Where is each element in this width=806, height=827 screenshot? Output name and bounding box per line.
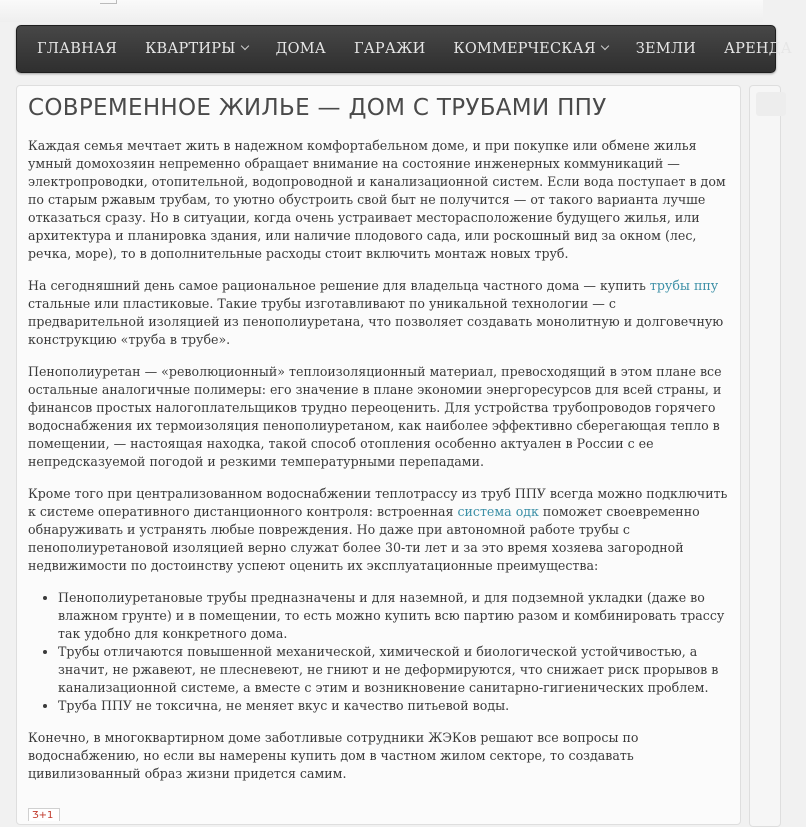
sidebar-widget	[756, 92, 786, 116]
article-body	[28, 137, 728, 797]
list-item: • Трубы отличаются повышенной механической, химической и биологической устойчивостью, а значит, не ржавеют, не плесневеют, не гниют и не деформируются, что снижает риск прорывов в канализационной системе, а вместе с этим и возникновение санитарно-гигиенических проблем.	[58, 643, 728, 697]
nav-item-label: ГАРАЖИ	[353, 41, 426, 57]
nav-item-label: КВАРТИРЫ	[145, 41, 236, 57]
chevron-down-icon	[240, 42, 248, 50]
paragraph-text: На сегодняшний день самое рациональное решение для владельца частного дома — купить	[28, 278, 650, 293]
nav-item-apartments[interactable]	[131, 26, 262, 72]
article-paragraph: Пенополиуретан — «революционный» теплоизоляционный материал, превосходящий в этом плане все остальные аналогичные полимеры: его значение в плане экономии энергоресурсов для всей страны, и финансов простых налогоплательщиков трудно переоценить. Для устройства трубопроводов горячего водоснабжения их термоизоляция пенополиуретаном, как наиболее эффективно сберегающая тепло в помещении, — настоящая находка, такой способ отопления особенно актуален в России с ее непредсказуемой погодой и резкими температурными перепадами.	[28, 364, 722, 469]
nav-item-commercial[interactable]	[439, 26, 621, 72]
nav-item-home[interactable]	[23, 26, 131, 72]
paragraph-text: стальные или пластиковые. Такие трубы изготавливают по уникальной технологии — с предварительной изоляцией из пенополиуретана, что позволяет создавать монолитную и долговечную конструкцию «труба в трубе».	[28, 296, 724, 347]
chevron-down-icon	[601, 42, 609, 50]
top-strip	[0, 0, 763, 22]
nav-item-label: ЗЕМЛИ	[635, 41, 696, 57]
share-badge[interactable]	[28, 808, 60, 821]
nav-list	[17, 26, 792, 72]
nav-item-land[interactable]	[622, 26, 710, 72]
article-paragraph	[28, 485, 728, 575]
nav-item-label: КОММЕРЧЕСКАЯ	[453, 41, 596, 57]
article-title: СОВРЕМЕННОЕ ЖИЛЬЕ — ДОМ С ТРУБАМИ ППУ	[28, 95, 607, 121]
list-item: • Труба ППУ не токсична, не меняет вкус и качество питьевой воды.	[58, 697, 728, 715]
nav-item-label: ГЛАВНАЯ	[37, 41, 118, 57]
main-navbar	[16, 25, 792, 73]
article-paragraph: Конечно, в многоквартирном доме заботливые сотрудники ЖЭКов решают все вопросы по водоснабжению, но если вы намерены купить дом в частном жилом секторе, то создавать цивилизованный образ жизни придется самим.	[28, 730, 639, 781]
link-odk-system[interactable]: система одк	[457, 504, 539, 519]
nav-item-label: АРЕНДА	[724, 41, 792, 57]
article-paragraph	[28, 277, 728, 349]
badge-glyph: Ӡ+1	[32, 810, 54, 821]
paragraph-text: поможет своевременно обнаруживать и устранять любые повреждения. Но даже при автономной работе трубы с пенополиуретановой изоляцией верно служат более 30-ти лет и за это время хозяева загородной недвижимости по достоинству успеют оценить их эксплуатационные преимущества:	[28, 504, 700, 573]
article-paragraph: Каждая семья мечтает жить в надежном комфортабельном доме, и при покупке или обмене жилья умный домохозяин непременно обращает внимание на состояние инженерных коммуникаций — электропроводки, отопительной, водопроводной и канализационной систем. Если вода поступает в дом по старым ржавым трубам, то уютно обустроить свой быт не получится — от такого варианта лучше отказаться сразу. Но в ситуации, когда очень устраивает месторасположение будущего жилья, или архитектура и планировка здания, или наличие плодового сада, или роскошный вид за окном (лес, речка, море), то в дополнительные расходы стоит включить монтаж новых труб.	[28, 138, 726, 261]
paragraph-text: Кроме того при централизованном водоснабжении теплотрассу из труб ППУ всегда можно подключить к системе оперативного дистанционного контроля: встроенная	[28, 486, 728, 519]
sidebar-panel	[749, 85, 781, 827]
nav-item-garages[interactable]	[340, 26, 439, 72]
advantages-list	[28, 589, 728, 715]
link-ppu-pipes[interactable]: трубы ппу	[649, 278, 719, 293]
nav-item-houses[interactable]	[262, 26, 340, 72]
nav-item-label: ДОМА	[275, 41, 326, 57]
nav-item-rent[interactable]	[710, 26, 806, 72]
top-logo-fragment	[100, 0, 117, 4]
list-item: • Пенополиуретановые трубы предназначены и для наземной, и для подземной укладки (даже во влажном грунте) и в помещении, то есть можно купить всю партию разом и комбинировать трассу так удобно для конкретного дома.	[58, 589, 728, 643]
